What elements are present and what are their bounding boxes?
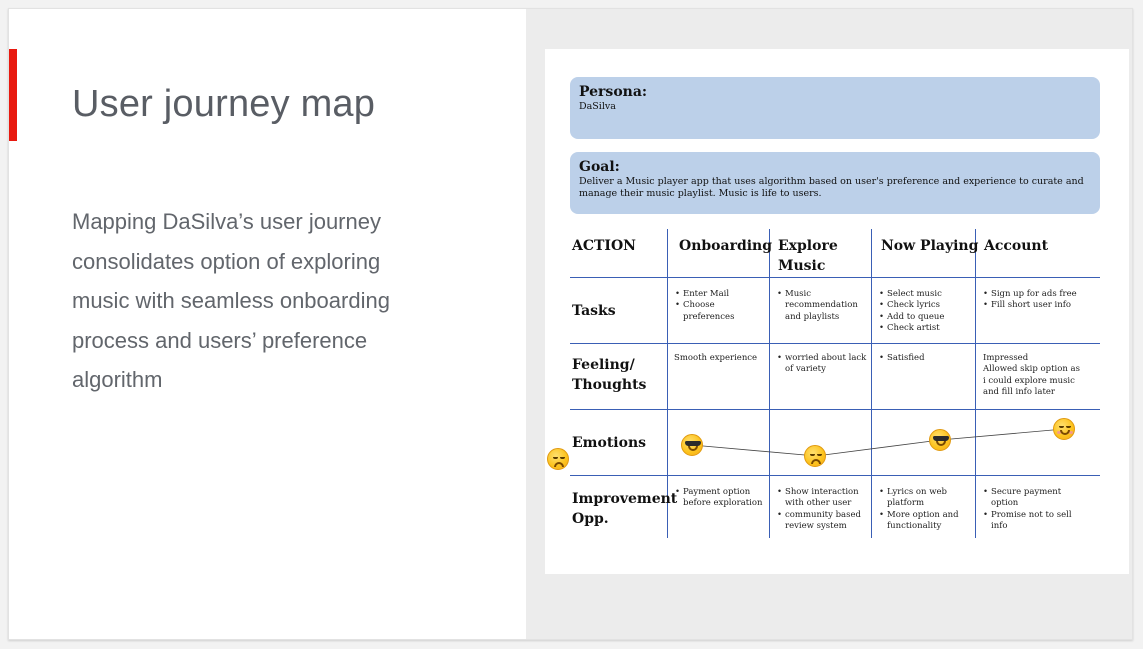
goal-text: Deliver a Music player app that uses algorithm based on user's preference and experience to curate and manage their music playlist. Music is life to users. [579, 176, 1084, 199]
row-label-emotions: Emotions [572, 435, 647, 451]
list-item: • worried about lack of variety [774, 353, 869, 376]
column-header-now-playing: Now Playing [881, 238, 979, 254]
cell-tasks-account [980, 289, 1098, 312]
cool-face-icon [681, 434, 703, 456]
grid-divider [570, 277, 1100, 278]
list-item: • Check artist [876, 323, 971, 334]
list-item: • Add to queue [876, 312, 971, 323]
feelings-account-line: Allowed skip option as i could explore music and fill info later [983, 364, 1080, 397]
cell-feelings-onboarding: Smooth experience [674, 353, 758, 363]
goal-label: Goal: [579, 159, 620, 175]
list-item: • More option and functionality [876, 510, 971, 533]
cell-tasks-explore [774, 289, 869, 323]
grid-divider [871, 229, 872, 538]
list-item: • Music recommendation and playlists [774, 289, 869, 323]
column-header-onboarding: Onboarding [679, 238, 773, 254]
list-item: • community based review system [774, 510, 869, 533]
cell-improvement-onboarding [672, 487, 767, 510]
column-header-account: Account [984, 238, 1049, 254]
list-item: • Fill short user info [980, 300, 1098, 311]
journey-grid [570, 229, 1100, 538]
cell-improvement-now-playing [876, 487, 971, 532]
slide-title: User journey map [72, 83, 376, 125]
angry-face-icon [547, 448, 569, 470]
goal-box [570, 152, 1100, 214]
persona-box [570, 77, 1100, 139]
image-panel [526, 9, 1133, 640]
grid-divider [769, 229, 770, 538]
cell-feelings-explore [774, 353, 869, 376]
list-item: • Lyrics on web platform [876, 487, 971, 510]
grid-divider [570, 475, 1100, 476]
cell-feelings-account [983, 353, 1083, 398]
list-item: • Choose preferences [672, 300, 767, 323]
list-item: • Payment option before exploration [672, 487, 767, 510]
grid-divider [570, 409, 1100, 410]
persona-name: DaSilva [579, 101, 616, 112]
row-label-tasks: Tasks [572, 303, 616, 319]
journey-map-image [545, 49, 1129, 574]
row-label-improvement: Improvement Opp. [572, 491, 678, 527]
row-label-feelings: Feeling/ Thoughts [572, 357, 647, 393]
disappointed-face-icon [804, 445, 826, 467]
list-item: • Satisfied [876, 353, 971, 364]
column-header-explore-music: Explore Music [778, 238, 838, 274]
cell-improvement-explore [774, 487, 869, 532]
list-item: • Show interaction with other user [774, 487, 869, 510]
persona-label: Persona: [579, 84, 648, 100]
cell-feelings-now-playing [876, 353, 971, 364]
list-item: • Enter Mail [672, 289, 767, 300]
column-header-action: ACTION [572, 238, 636, 254]
list-item: • Sign up for ads free [980, 289, 1098, 300]
accent-bar [9, 49, 17, 141]
cell-improvement-account [980, 487, 1080, 532]
slide-body-text: Mapping DaSilva’s user journey consolidates option of exploring music with seamless onboarding process and users’ preference algorithm [72, 209, 390, 392]
feelings-account-line: Impressed [983, 353, 1029, 363]
cool-face-icon [929, 429, 951, 451]
cell-tasks-onboarding [672, 289, 767, 323]
list-item: • Check lyrics [876, 300, 971, 311]
cell-tasks-now-playing [876, 289, 971, 334]
slide [8, 8, 1133, 640]
list-item: • Select music [876, 289, 971, 300]
grid-divider [975, 229, 976, 538]
list-item: • Secure payment option [980, 487, 1080, 510]
grid-divider [570, 343, 1100, 344]
happy-face-icon [1053, 418, 1075, 440]
list-item: • Promise not to sell info [980, 510, 1080, 533]
